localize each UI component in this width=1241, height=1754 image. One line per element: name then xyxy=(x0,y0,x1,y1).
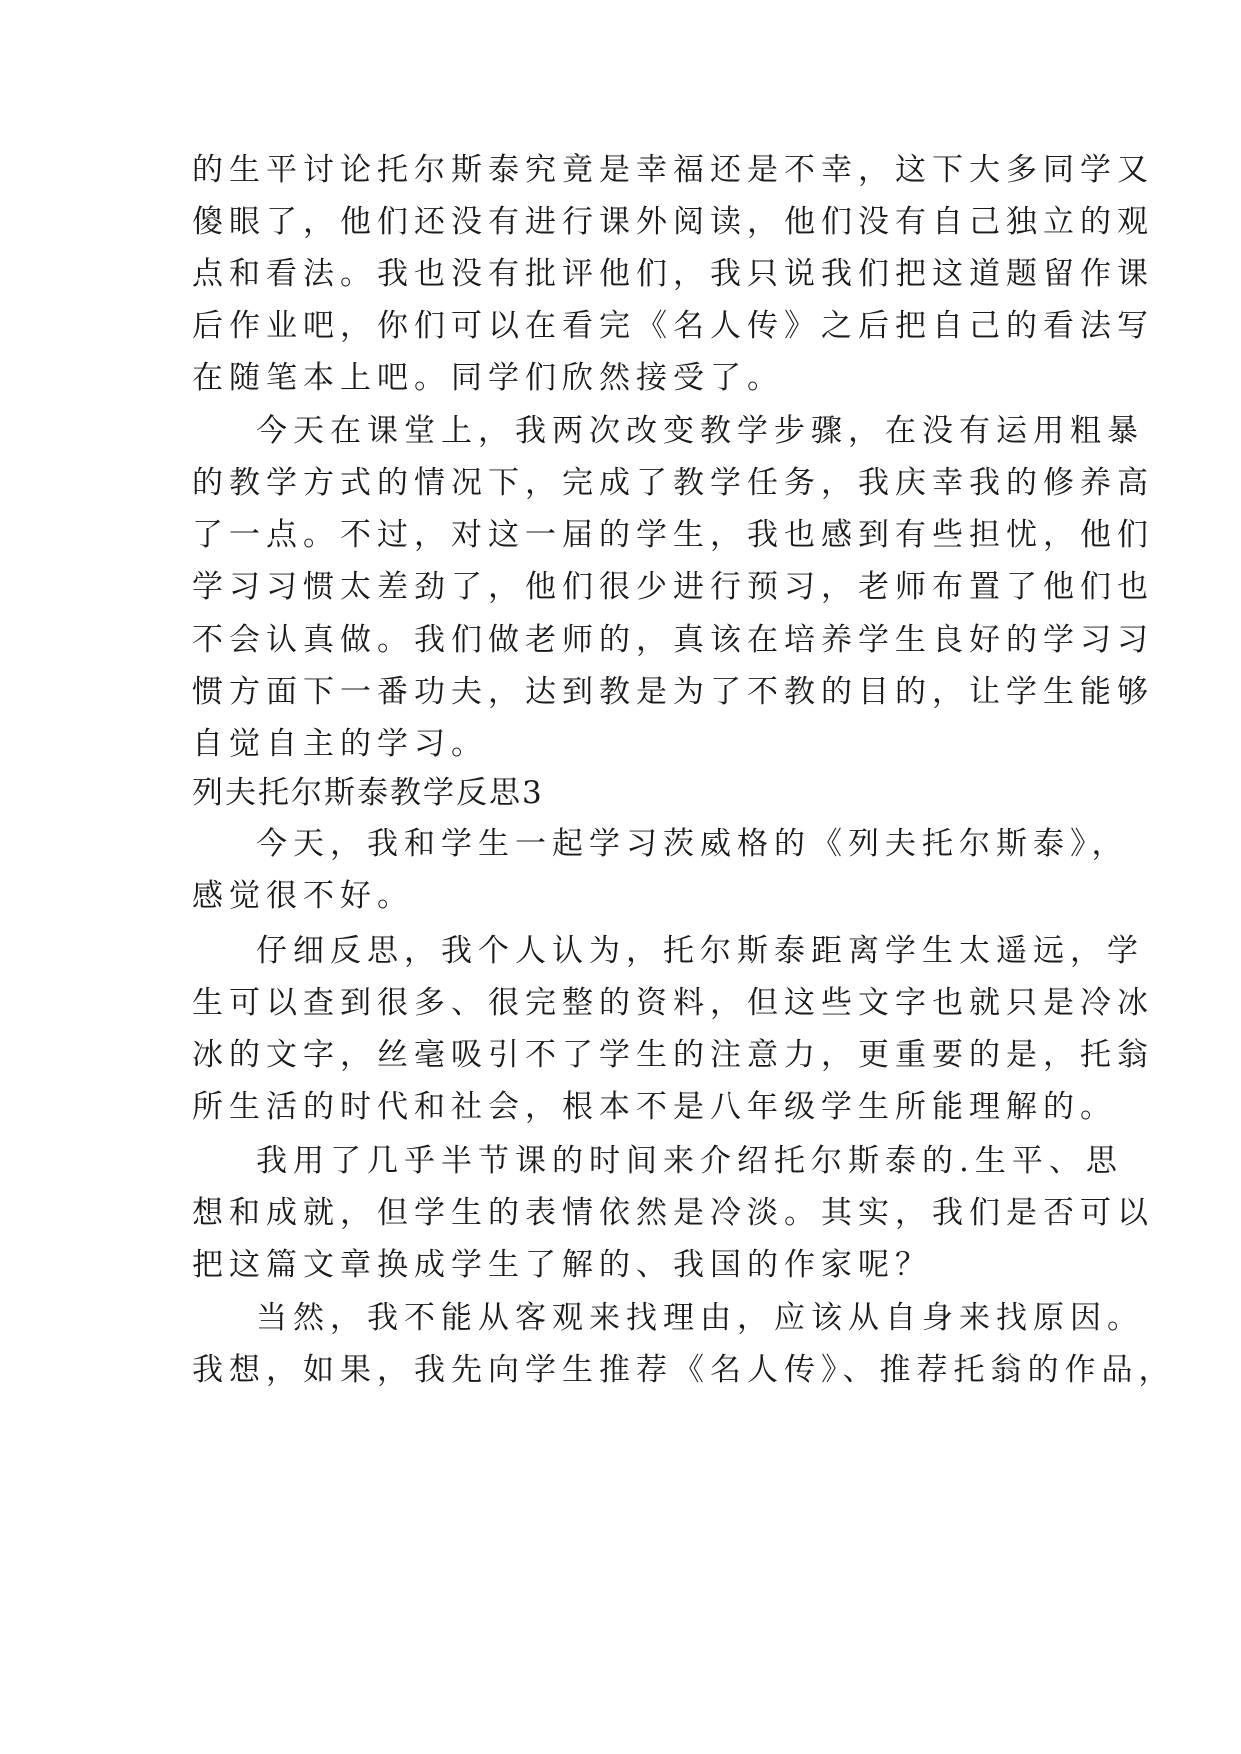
paragraph-first-line: 我用了几乎半节课的时间来介绍托尔斯泰的.生平、思 xyxy=(256,1143,1123,1179)
paragraph-first-line: 今天，我和学生一起学习茨威格的《列夫托尔斯泰》， xyxy=(256,826,1129,862)
paragraph-first-line: 当然，我不能从客观来找理由，应该从自身来找原因。 xyxy=(256,1300,1144,1336)
text-line: 冰的文字，丝毫吸引不了学生的注意力，更重要的是，托翁 xyxy=(192,1037,1154,1073)
text-line: 不会认真做。我们做老师的，真该在培养学生良好的学习习 xyxy=(192,622,1154,658)
text-line: 点和看法。我也没有批评他们，我只说我们把这道题留作课 xyxy=(192,256,1154,292)
text-line: 惯方面下一番功夫，达到教是为了不教的目的，让学生能够 xyxy=(192,674,1154,710)
text-line: 的生平讨论托尔斯泰究竟是幸福还是不幸，这下大多同学又 xyxy=(192,152,1154,188)
text-line: 了一点。不过，对这一届的学生，我也感到有些担忧，他们 xyxy=(192,517,1154,553)
text-line: 我想，如果，我先向学生推荐《名人传》、推荐托翁的作品， xyxy=(192,1352,1176,1388)
text-line: 傻眼了，他们还没有进行课外阅读，他们没有自己独立的观 xyxy=(192,204,1154,240)
text-line: 的教学方式的情况下，完成了教学任务，我庆幸我的修养高 xyxy=(192,465,1154,501)
paragraph-first-line: 今天在课堂上，我两次改变教学步骤，在没有运用粗暴 xyxy=(256,413,1144,449)
text-line: 把这篇文章换成学生了解的、我国的作家呢？ xyxy=(192,1247,932,1283)
text-line: 所生活的时代和社会，根本不是八年级学生所能理解的。 xyxy=(192,1089,1117,1125)
text-line: 学习习惯太差劲了，他们很少进行预习，老师布置了他们也 xyxy=(192,569,1154,605)
text-line: 感觉很不好。 xyxy=(192,878,414,914)
section-heading: 列夫托尔斯泰教学反思3 xyxy=(192,775,544,811)
text-line: 想和成就，但学生的表情依然是冷淡。其实，我们是否可以 xyxy=(192,1195,1154,1231)
text-line: 后作业吧，你们可以在看完《名人传》之后把自己的看法写 xyxy=(192,308,1154,344)
text-line: 自觉自主的学习。 xyxy=(192,726,488,762)
text-line: 生可以查到很多、很完整的资料，但这些文字也就只是冷冰 xyxy=(192,985,1154,1021)
paragraph-first-line: 仔细反思，我个人认为，托尔斯泰距离学生太遥远，学 xyxy=(256,933,1144,969)
text-line: 在随笔本上吧。同学们欣然接受了。 xyxy=(192,360,784,396)
